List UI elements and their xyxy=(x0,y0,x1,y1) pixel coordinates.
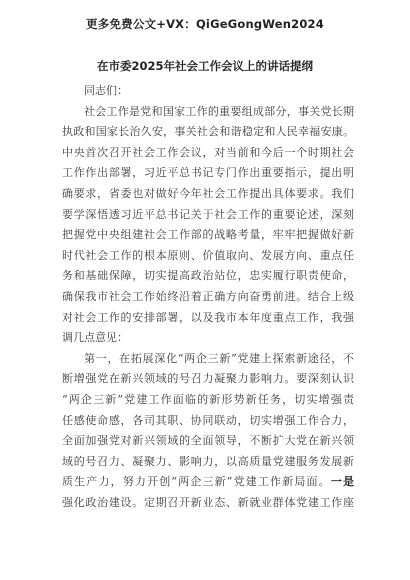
promo-header: 更多免费公文+VX：QiGeGongWen2024 xyxy=(86,17,324,31)
paragraph-2-line: 任感使命感，各司其职、协同联动，切实增强工作合力， xyxy=(62,413,354,427)
paragraph-1-line: 务和基础保障，切实提高政治站位，忠实履行职责使命， xyxy=(62,269,354,283)
paragraph-1-line: 确要求，省委也对做好今年社会工作提出具体要求。我们 xyxy=(62,186,354,200)
paragraph-2-line-with-bold xyxy=(62,472,354,493)
paragraph-2-line: 强化政治建设。定期召开新业态、新就业群体党建工作座 xyxy=(62,495,354,509)
paragraph-1-line: 调几点意见： xyxy=(62,331,128,345)
paragraph-1-line: 对社会工作的安排部署，以及我市本年度重点工作，我强 xyxy=(62,310,354,324)
document-body xyxy=(62,81,354,513)
paragraph-1-line: 工作作出部署，习近平总书记专门作出重要指示，提出明 xyxy=(62,166,354,180)
paragraph-2-line: 第一，在拓展深化“两企三新”党建上探索新途径，不 xyxy=(84,351,354,365)
paragraph-1-line: 确保我市社会工作始终沿着正确方向奋勇前进。结合上级 xyxy=(62,289,354,303)
paragraph-1-line: 中央首次召开社会工作会议，对当前和今后一个时期社会 xyxy=(62,145,354,159)
document-title: 在市委2025年社会工作会议上的讲话提纲 xyxy=(96,59,313,73)
paragraph-2-line: 质生产力，努力开创“两企三新”党建工作新局面。 xyxy=(62,475,331,489)
paragraph-2-line: 全面加强党对新兴领域的全面领导，不断扩大党在新兴领 xyxy=(62,434,354,448)
paragraph-1-line: 把握党中央组建社会工作部的战略考量，牢牢把握做好新 xyxy=(62,228,354,242)
salutation: 同志们： xyxy=(84,84,128,97)
paragraph-1-line: 社会工作是党和国家工作的重要组成部分，事关党长期 xyxy=(84,104,354,118)
paragraph-1-line: 要学深悟透习近平总书记关于社会工作的重要论述，深刻 xyxy=(62,207,354,221)
paragraph-1-line: 执政和国家长治久安，事关社会和谐稳定和人民幸福安康。 xyxy=(62,125,354,139)
paragraph-2-line: “两企三新”党建工作面临的新形势新任务，切实增强责 xyxy=(62,392,354,406)
paragraph-1-line: 时代社会工作的根本原则、价值取向、发展方向、重点任 xyxy=(62,248,354,262)
point-one-marker: 一是 xyxy=(330,475,354,489)
paragraph-2-line: 域的号召力、凝聚力、影响力，以高质量党建服务发展新 xyxy=(62,454,354,468)
paragraph-2-line: 断增强党在新兴领域的号召力凝聚力影响力。要深刻认识 xyxy=(62,372,354,386)
